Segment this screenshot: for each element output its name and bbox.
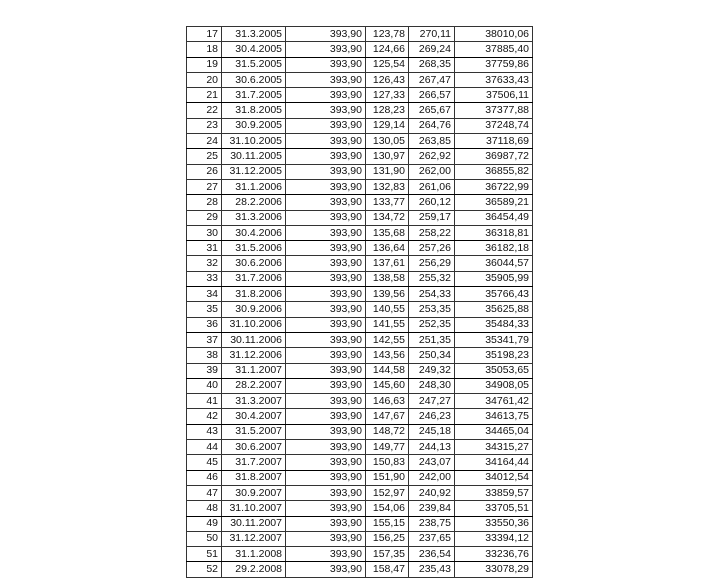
interest-cell: 250,34	[409, 348, 455, 363]
principal-cell: 131,90	[366, 164, 409, 179]
table-row	[187, 424, 533, 439]
due-date-cell: 30.4.2007	[222, 409, 286, 424]
installment-number-cell: 30	[187, 225, 222, 240]
installment-number-cell: 37	[187, 332, 222, 347]
interest-cell: 258,22	[409, 225, 455, 240]
balance-cell: 34908,05	[455, 378, 533, 393]
table-row	[187, 210, 533, 225]
interest-cell: 237,65	[409, 531, 455, 546]
payment-amount-cell: 393,90	[286, 134, 366, 149]
due-date-cell: 28.2.2006	[222, 195, 286, 210]
payment-amount-cell: 393,90	[286, 424, 366, 439]
installment-number-cell: 29	[187, 210, 222, 225]
installment-number-cell: 39	[187, 363, 222, 378]
payment-amount-cell: 393,90	[286, 501, 366, 516]
interest-cell: 235,43	[409, 562, 455, 577]
interest-cell: 263,85	[409, 134, 455, 149]
payment-amount-cell: 393,90	[286, 210, 366, 225]
due-date-cell: 31.8.2005	[222, 103, 286, 118]
principal-cell: 151,90	[366, 470, 409, 485]
table-row	[187, 179, 533, 194]
installment-number-cell: 50	[187, 531, 222, 546]
due-date-cell: 31.3.2006	[222, 210, 286, 225]
payment-amount-cell: 393,90	[286, 241, 366, 256]
balance-cell: 34613,75	[455, 409, 533, 424]
principal-cell: 144,58	[366, 363, 409, 378]
table-row	[187, 501, 533, 516]
principal-cell: 157,35	[366, 547, 409, 562]
table-row	[187, 317, 533, 332]
payment-amount-cell: 393,90	[286, 256, 366, 271]
table-row	[187, 363, 533, 378]
installment-number-cell: 34	[187, 287, 222, 302]
balance-cell: 33078,29	[455, 562, 533, 577]
payment-amount-cell: 393,90	[286, 103, 366, 118]
table-row	[187, 225, 533, 240]
due-date-cell: 31.8.2007	[222, 470, 286, 485]
payment-amount-cell: 393,90	[286, 271, 366, 286]
balance-cell: 33859,57	[455, 485, 533, 500]
balance-cell: 35766,43	[455, 287, 533, 302]
interest-cell: 249,32	[409, 363, 455, 378]
installment-number-cell: 22	[187, 103, 222, 118]
due-date-cell: 28.2.2007	[222, 378, 286, 393]
installment-number-cell: 51	[187, 547, 222, 562]
installment-number-cell: 24	[187, 134, 222, 149]
payment-amount-cell: 393,90	[286, 348, 366, 363]
due-date-cell: 30.4.2006	[222, 225, 286, 240]
due-date-cell: 31.3.2007	[222, 394, 286, 409]
principal-cell: 155,15	[366, 516, 409, 531]
balance-cell: 34164,44	[455, 455, 533, 470]
interest-cell: 236,54	[409, 547, 455, 562]
principal-cell: 130,05	[366, 134, 409, 149]
amortization-table	[186, 26, 533, 578]
table-row	[187, 516, 533, 531]
installment-number-cell: 21	[187, 88, 222, 103]
interest-cell: 265,67	[409, 103, 455, 118]
interest-cell: 254,33	[409, 287, 455, 302]
interest-cell: 264,76	[409, 118, 455, 133]
principal-cell: 145,60	[366, 378, 409, 393]
interest-cell: 245,18	[409, 424, 455, 439]
table-row	[187, 287, 533, 302]
principal-cell: 129,14	[366, 118, 409, 133]
table-row	[187, 256, 533, 271]
payment-amount-cell: 393,90	[286, 516, 366, 531]
payment-amount-cell: 393,90	[286, 287, 366, 302]
interest-cell: 269,24	[409, 42, 455, 57]
table-row	[187, 348, 533, 363]
table-row	[187, 547, 533, 562]
principal-cell: 124,66	[366, 42, 409, 57]
due-date-cell: 30.9.2006	[222, 302, 286, 317]
due-date-cell: 31.1.2006	[222, 179, 286, 194]
interest-cell: 253,35	[409, 302, 455, 317]
installment-number-cell: 41	[187, 394, 222, 409]
payment-amount-cell: 393,90	[286, 317, 366, 332]
due-date-cell: 31.3.2005	[222, 27, 286, 42]
installment-number-cell: 27	[187, 179, 222, 194]
table-row	[187, 103, 533, 118]
principal-cell: 133,77	[366, 195, 409, 210]
table-row	[187, 164, 533, 179]
installment-number-cell: 32	[187, 256, 222, 271]
principal-cell: 127,33	[366, 88, 409, 103]
payment-amount-cell: 393,90	[286, 164, 366, 179]
principal-cell: 137,61	[366, 256, 409, 271]
principal-cell: 146,63	[366, 394, 409, 409]
installment-number-cell: 18	[187, 42, 222, 57]
due-date-cell: 31.7.2006	[222, 271, 286, 286]
interest-cell: 262,92	[409, 149, 455, 164]
balance-cell: 37885,40	[455, 42, 533, 57]
interest-cell: 266,57	[409, 88, 455, 103]
payment-amount-cell: 393,90	[286, 455, 366, 470]
interest-cell: 246,23	[409, 409, 455, 424]
table-row	[187, 149, 533, 164]
principal-cell: 125,54	[366, 57, 409, 72]
installment-number-cell: 17	[187, 27, 222, 42]
installment-number-cell: 45	[187, 455, 222, 470]
installment-number-cell: 19	[187, 57, 222, 72]
principal-cell: 132,83	[366, 179, 409, 194]
principal-cell: 150,83	[366, 455, 409, 470]
principal-cell: 142,55	[366, 332, 409, 347]
payment-amount-cell: 393,90	[286, 470, 366, 485]
installment-number-cell: 36	[187, 317, 222, 332]
interest-cell: 259,17	[409, 210, 455, 225]
table-row	[187, 27, 533, 42]
balance-cell: 36182,18	[455, 241, 533, 256]
due-date-cell: 30.6.2007	[222, 440, 286, 455]
balance-cell: 36722,99	[455, 179, 533, 194]
table-row	[187, 271, 533, 286]
payment-amount-cell: 393,90	[286, 118, 366, 133]
due-date-cell: 31.10.2007	[222, 501, 286, 516]
installment-number-cell: 42	[187, 409, 222, 424]
principal-cell: 136,64	[366, 241, 409, 256]
payment-amount-cell: 393,90	[286, 547, 366, 562]
due-date-cell: 31.1.2008	[222, 547, 286, 562]
principal-cell: 138,58	[366, 271, 409, 286]
payment-amount-cell: 393,90	[286, 42, 366, 57]
principal-cell: 152,97	[366, 485, 409, 500]
balance-cell: 37633,43	[455, 72, 533, 87]
balance-cell: 38010,06	[455, 27, 533, 42]
balance-cell: 35198,23	[455, 348, 533, 363]
payment-amount-cell: 393,90	[286, 409, 366, 424]
principal-cell: 130,97	[366, 149, 409, 164]
installment-number-cell: 33	[187, 271, 222, 286]
payment-amount-cell: 393,90	[286, 72, 366, 87]
table-row	[187, 302, 533, 317]
payment-amount-cell: 393,90	[286, 363, 366, 378]
balance-cell: 34315,27	[455, 440, 533, 455]
due-date-cell: 29.2.2008	[222, 562, 286, 577]
payment-amount-cell: 393,90	[286, 57, 366, 72]
installment-number-cell: 46	[187, 470, 222, 485]
payment-amount-cell: 393,90	[286, 195, 366, 210]
balance-cell: 35625,88	[455, 302, 533, 317]
principal-cell: 128,23	[366, 103, 409, 118]
balance-cell: 36044,57	[455, 256, 533, 271]
due-date-cell: 31.12.2006	[222, 348, 286, 363]
balance-cell: 33394,12	[455, 531, 533, 546]
table-row	[187, 455, 533, 470]
table-row	[187, 241, 533, 256]
installment-number-cell: 25	[187, 149, 222, 164]
due-date-cell: 30.11.2007	[222, 516, 286, 531]
payment-amount-cell: 393,90	[286, 302, 366, 317]
due-date-cell: 31.5.2006	[222, 241, 286, 256]
due-date-cell: 30.6.2006	[222, 256, 286, 271]
payment-amount-cell: 393,90	[286, 225, 366, 240]
installment-number-cell: 40	[187, 378, 222, 393]
interest-cell: 238,75	[409, 516, 455, 531]
installment-number-cell: 23	[187, 118, 222, 133]
installment-number-cell: 38	[187, 348, 222, 363]
due-date-cell: 31.10.2005	[222, 134, 286, 149]
interest-cell: 255,32	[409, 271, 455, 286]
interest-cell: 270,11	[409, 27, 455, 42]
balance-cell: 35341,79	[455, 332, 533, 347]
table-row	[187, 378, 533, 393]
due-date-cell: 30.9.2005	[222, 118, 286, 133]
installment-number-cell: 47	[187, 485, 222, 500]
interest-cell: 240,92	[409, 485, 455, 500]
installment-number-cell: 44	[187, 440, 222, 455]
balance-cell: 37377,88	[455, 103, 533, 118]
due-date-cell: 31.7.2005	[222, 88, 286, 103]
table-row	[187, 72, 533, 87]
table-row	[187, 57, 533, 72]
principal-cell: 148,72	[366, 424, 409, 439]
principal-cell: 123,78	[366, 27, 409, 42]
principal-cell: 139,56	[366, 287, 409, 302]
payment-amount-cell: 393,90	[286, 179, 366, 194]
table-row	[187, 394, 533, 409]
installment-number-cell: 43	[187, 424, 222, 439]
installment-number-cell: 48	[187, 501, 222, 516]
table-row	[187, 42, 533, 57]
due-date-cell: 31.5.2007	[222, 424, 286, 439]
payment-amount-cell: 393,90	[286, 440, 366, 455]
balance-cell: 36855,82	[455, 164, 533, 179]
principal-cell: 143,56	[366, 348, 409, 363]
due-date-cell: 30.11.2006	[222, 332, 286, 347]
installment-number-cell: 49	[187, 516, 222, 531]
interest-cell: 251,35	[409, 332, 455, 347]
table-row	[187, 531, 533, 546]
due-date-cell: 31.7.2007	[222, 455, 286, 470]
payment-amount-cell: 393,90	[286, 332, 366, 347]
due-date-cell: 31.8.2006	[222, 287, 286, 302]
installment-number-cell: 31	[187, 241, 222, 256]
payment-amount-cell: 393,90	[286, 88, 366, 103]
interest-cell: 244,13	[409, 440, 455, 455]
balance-cell: 37118,69	[455, 134, 533, 149]
balance-cell: 33705,51	[455, 501, 533, 516]
balance-cell: 34465,04	[455, 424, 533, 439]
table-row	[187, 440, 533, 455]
table-row	[187, 470, 533, 485]
payment-amount-cell: 393,90	[286, 378, 366, 393]
principal-cell: 158,47	[366, 562, 409, 577]
balance-cell: 37506,11	[455, 88, 533, 103]
balance-cell: 36454,49	[455, 210, 533, 225]
payment-amount-cell: 393,90	[286, 485, 366, 500]
balance-cell: 35484,33	[455, 317, 533, 332]
payment-amount-cell: 393,90	[286, 27, 366, 42]
due-date-cell: 31.1.2007	[222, 363, 286, 378]
balance-cell: 33236,76	[455, 547, 533, 562]
principal-cell: 147,67	[366, 409, 409, 424]
payment-amount-cell: 393,90	[286, 394, 366, 409]
interest-cell: 239,84	[409, 501, 455, 516]
payment-amount-cell: 393,90	[286, 562, 366, 577]
due-date-cell: 30.4.2005	[222, 42, 286, 57]
payment-amount-cell: 393,90	[286, 149, 366, 164]
principal-cell: 134,72	[366, 210, 409, 225]
principal-cell: 126,43	[366, 72, 409, 87]
due-date-cell: 30.11.2005	[222, 149, 286, 164]
principal-cell: 135,68	[366, 225, 409, 240]
table-row	[187, 409, 533, 424]
interest-cell: 268,35	[409, 57, 455, 72]
interest-cell: 252,35	[409, 317, 455, 332]
installment-number-cell: 35	[187, 302, 222, 317]
due-date-cell: 31.12.2005	[222, 164, 286, 179]
interest-cell: 248,30	[409, 378, 455, 393]
payment-amount-cell: 393,90	[286, 531, 366, 546]
balance-cell: 33550,36	[455, 516, 533, 531]
installment-number-cell: 26	[187, 164, 222, 179]
balance-cell: 36987,72	[455, 149, 533, 164]
table-row	[187, 485, 533, 500]
balance-cell: 34761,42	[455, 394, 533, 409]
balance-cell: 37248,74	[455, 118, 533, 133]
due-date-cell: 30.6.2005	[222, 72, 286, 87]
balance-cell: 36589,21	[455, 195, 533, 210]
table-row	[187, 562, 533, 577]
balance-cell: 35053,65	[455, 363, 533, 378]
interest-cell: 260,12	[409, 195, 455, 210]
interest-cell: 242,00	[409, 470, 455, 485]
balance-cell: 34012,54	[455, 470, 533, 485]
principal-cell: 149,77	[366, 440, 409, 455]
due-date-cell: 31.5.2005	[222, 57, 286, 72]
amortization-table-body	[187, 27, 533, 578]
due-date-cell: 30.9.2007	[222, 485, 286, 500]
principal-cell: 154,06	[366, 501, 409, 516]
due-date-cell: 31.10.2006	[222, 317, 286, 332]
installment-number-cell: 52	[187, 562, 222, 577]
balance-cell: 37759,86	[455, 57, 533, 72]
table-row	[187, 118, 533, 133]
principal-cell: 140,55	[366, 302, 409, 317]
interest-cell: 262,00	[409, 164, 455, 179]
table-row	[187, 332, 533, 347]
interest-cell: 243,07	[409, 455, 455, 470]
interest-cell: 256,29	[409, 256, 455, 271]
interest-cell: 247,27	[409, 394, 455, 409]
table-row	[187, 195, 533, 210]
due-date-cell: 31.12.2007	[222, 531, 286, 546]
balance-cell: 36318,81	[455, 225, 533, 240]
interest-cell: 257,26	[409, 241, 455, 256]
principal-cell: 141,55	[366, 317, 409, 332]
interest-cell: 267,47	[409, 72, 455, 87]
table-row	[187, 134, 533, 149]
balance-cell: 35905,99	[455, 271, 533, 286]
installment-number-cell: 28	[187, 195, 222, 210]
table-row	[187, 88, 533, 103]
interest-cell: 261,06	[409, 179, 455, 194]
principal-cell: 156,25	[366, 531, 409, 546]
installment-number-cell: 20	[187, 72, 222, 87]
